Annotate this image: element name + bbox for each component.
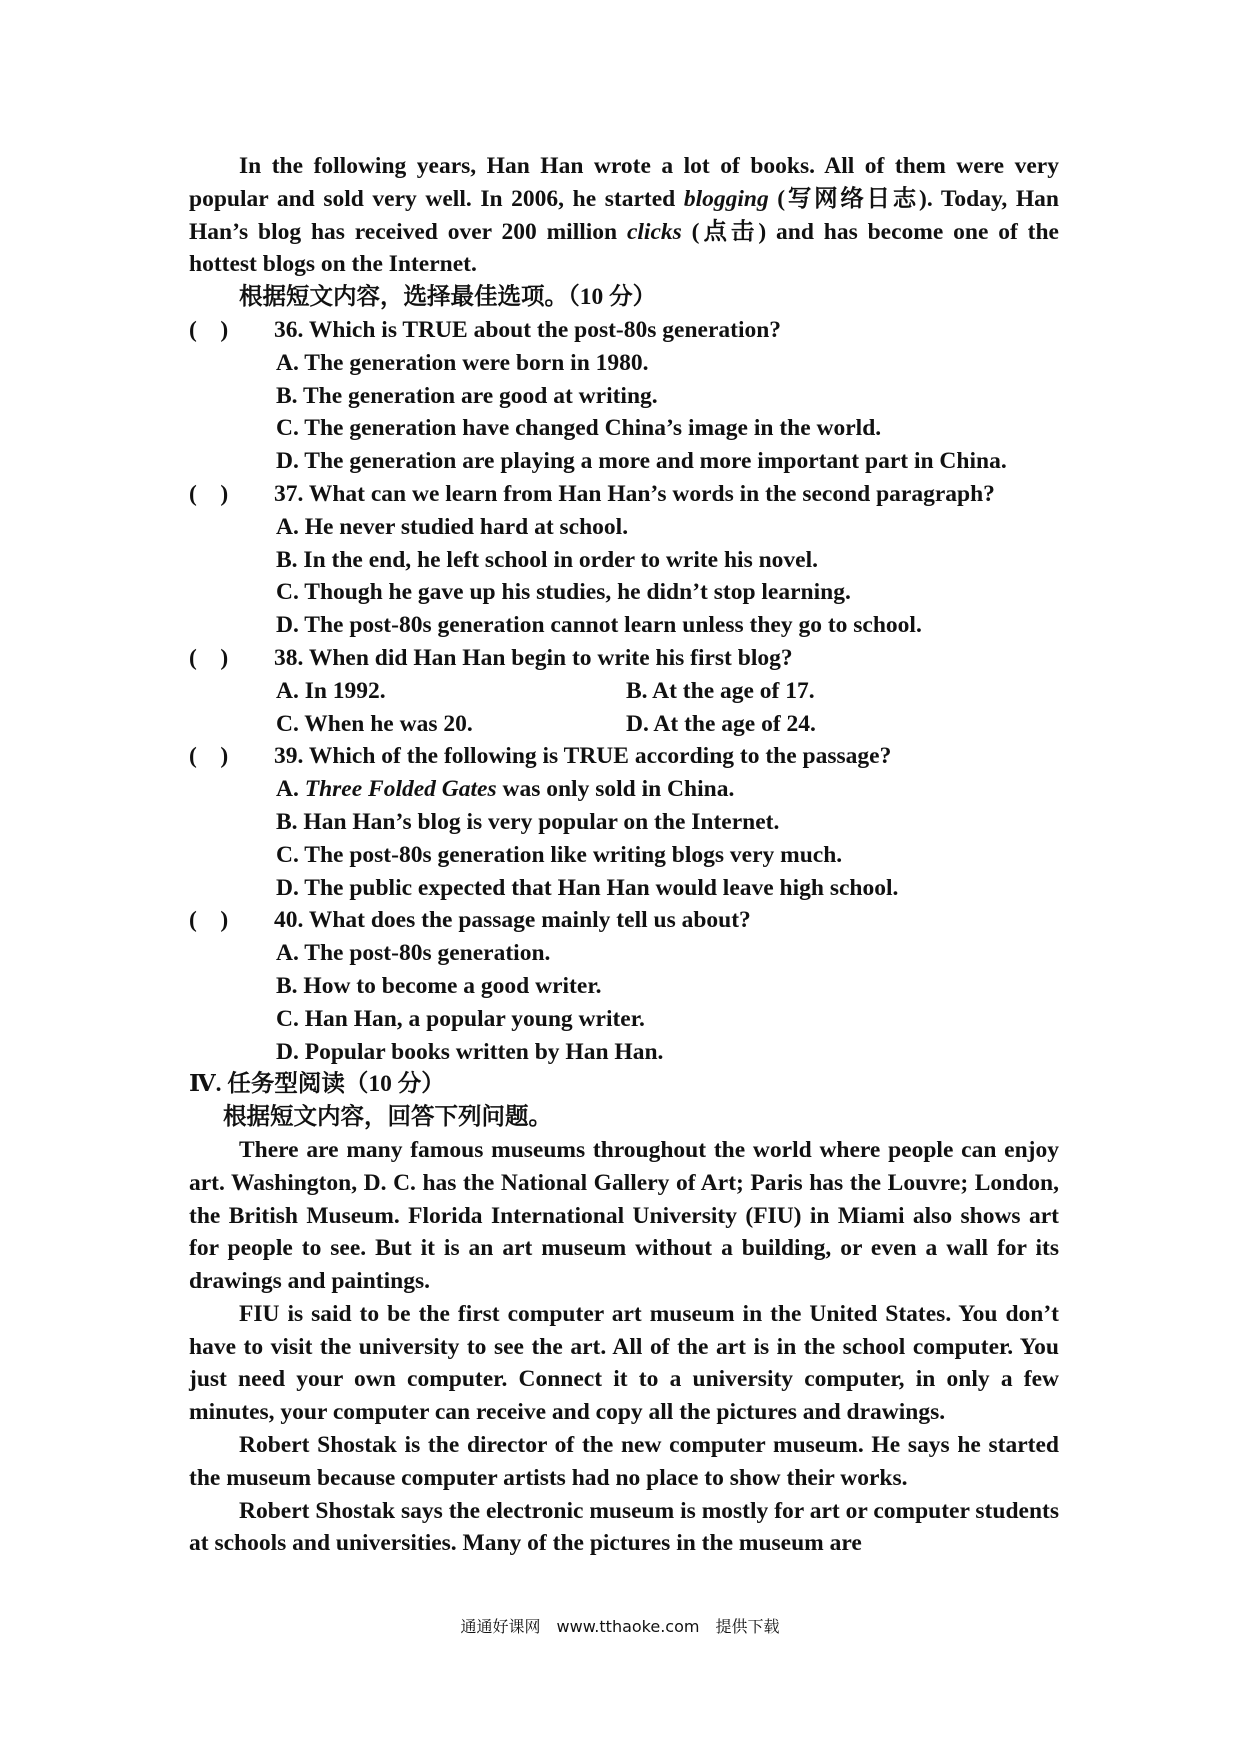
option-d: D. At the age of 24. [626, 710, 816, 737]
question-40 [189, 904, 1059, 937]
option-a: A. The generation were born in 1980. [276, 349, 649, 376]
text-segment: (写网络日志). Today, Han Han’s blog has received over 200 million [189, 185, 1059, 245]
question-text: 38. When did Han Han begin to write his first blog? [274, 644, 793, 671]
option-c: C. Though he gave up his studies, he didn’t stop learning. [276, 579, 851, 606]
passage-paragraph: FIU is said to be the first computer art museum in the United States. You don’t have to visit the university to see the art. All of the art is in the school computer. You just need your own computer. Connect it to a university computer, in only a few minutes, your computer can receive and copy all the pictures and drawings. [189, 1300, 1059, 1426]
option-d: D. The post-80s generation cannot learn unless they go to school. [276, 612, 922, 639]
option-c: C. Han Han, a popular young writer. [276, 1005, 645, 1032]
passage-paragraph: Robert Shostak says the electronic museum is mostly for art or computer students at schools and universities. Many of the pictures in the museum are [189, 1497, 1059, 1557]
option-c: C. The generation have changed China’s image in the world. [276, 415, 882, 442]
option-prefix: A. [276, 776, 305, 803]
question-37 [189, 478, 1059, 511]
option-d: D. Popular books written by Han Han. [276, 1038, 664, 1065]
answer-blank[interactable]: ( ) [189, 644, 229, 671]
answer-blank[interactable]: ( ) [189, 907, 229, 934]
text-segment: In the following years, Han Han wrote a lot of books. All of them were very popular and sold very well. In 2006, he started [189, 153, 1059, 212]
answer-blank[interactable]: ( ) [189, 480, 229, 507]
question-text: 36. Which is TRUE about the post-80s generation? [274, 316, 782, 343]
answer-blank[interactable]: ( ) [189, 743, 229, 770]
option-b: B. How to become a good writer. [276, 972, 602, 999]
question-text: 40. What does the passage mainly tell us about? [274, 907, 751, 934]
option-a [189, 773, 1059, 806]
italic-term: clicks [626, 218, 682, 245]
passage-paragraph: Robert Shostak is the director of the new computer museum. He says he started the museum because computer artists had no place to show their works. [189, 1432, 1059, 1491]
section-heading: Ⅳ. 任务型阅读（10 分） [189, 1071, 445, 1098]
option-d: D. The generation are playing a more and more important part in China. [276, 448, 1007, 475]
text-segment: (点击) and has become one of the hottest blogs on the Internet. [189, 218, 1059, 278]
instruction-answer: 根据短文内容，回答下列问题。 [223, 1104, 552, 1131]
question-text: 39. Which of the following is TRUE according to the passage? [274, 743, 892, 770]
instruction-choose: 根据短文内容，选择最佳选项。（10 分） [239, 284, 657, 311]
option-c: C. The post-80s generation like writing blogs very much. [276, 841, 843, 868]
answer-blank[interactable]: ( ) [189, 316, 229, 343]
option-c: C. When he was 20. [276, 710, 473, 737]
page-footer: 通通好课网 www.tthaoke.com 提供下载 [460, 1617, 780, 1636]
option-b: B. In the end, he left school in order to write his novel. [276, 546, 819, 573]
option-d: D. The public expected that Han Han would leave high school. [276, 874, 899, 901]
passage-paragraph [189, 150, 1059, 281]
passage-paragraph: There are many famous museums throughout the world where people can enjoy art. Washington, D. C. has the National Gallery of Art; Paris has the Louvre; London, the British Museum. Florida International University (FIU) in Miami also shows art for people to see. But it is an art museum without a building, or even a wall for its drawings and paintings. [189, 1136, 1059, 1295]
option-a: A. He never studied hard at school. [276, 513, 629, 540]
option-b: B. The generation are good at writing. [276, 382, 658, 409]
italic-term: blogging [683, 185, 769, 212]
option-b: B. Han Han’s blog is very popular on the Internet. [276, 808, 780, 835]
option-b: B. At the age of 17. [626, 677, 815, 704]
question-39 [189, 740, 1059, 773]
question-text: 37. What can we learn from Han Han’s words in the second paragraph? [274, 480, 995, 507]
option-a: A. The post-80s generation. [276, 940, 551, 967]
option-row [189, 708, 1059, 741]
book-title: Three Folded Gates [304, 776, 497, 803]
question-36 [189, 314, 1059, 347]
option-text: was only sold in China. [496, 776, 735, 803]
question-38 [189, 642, 1059, 675]
option-row [189, 675, 1059, 708]
option-a: A. In 1992. [276, 677, 386, 704]
exam-page [189, 150, 1059, 1560]
